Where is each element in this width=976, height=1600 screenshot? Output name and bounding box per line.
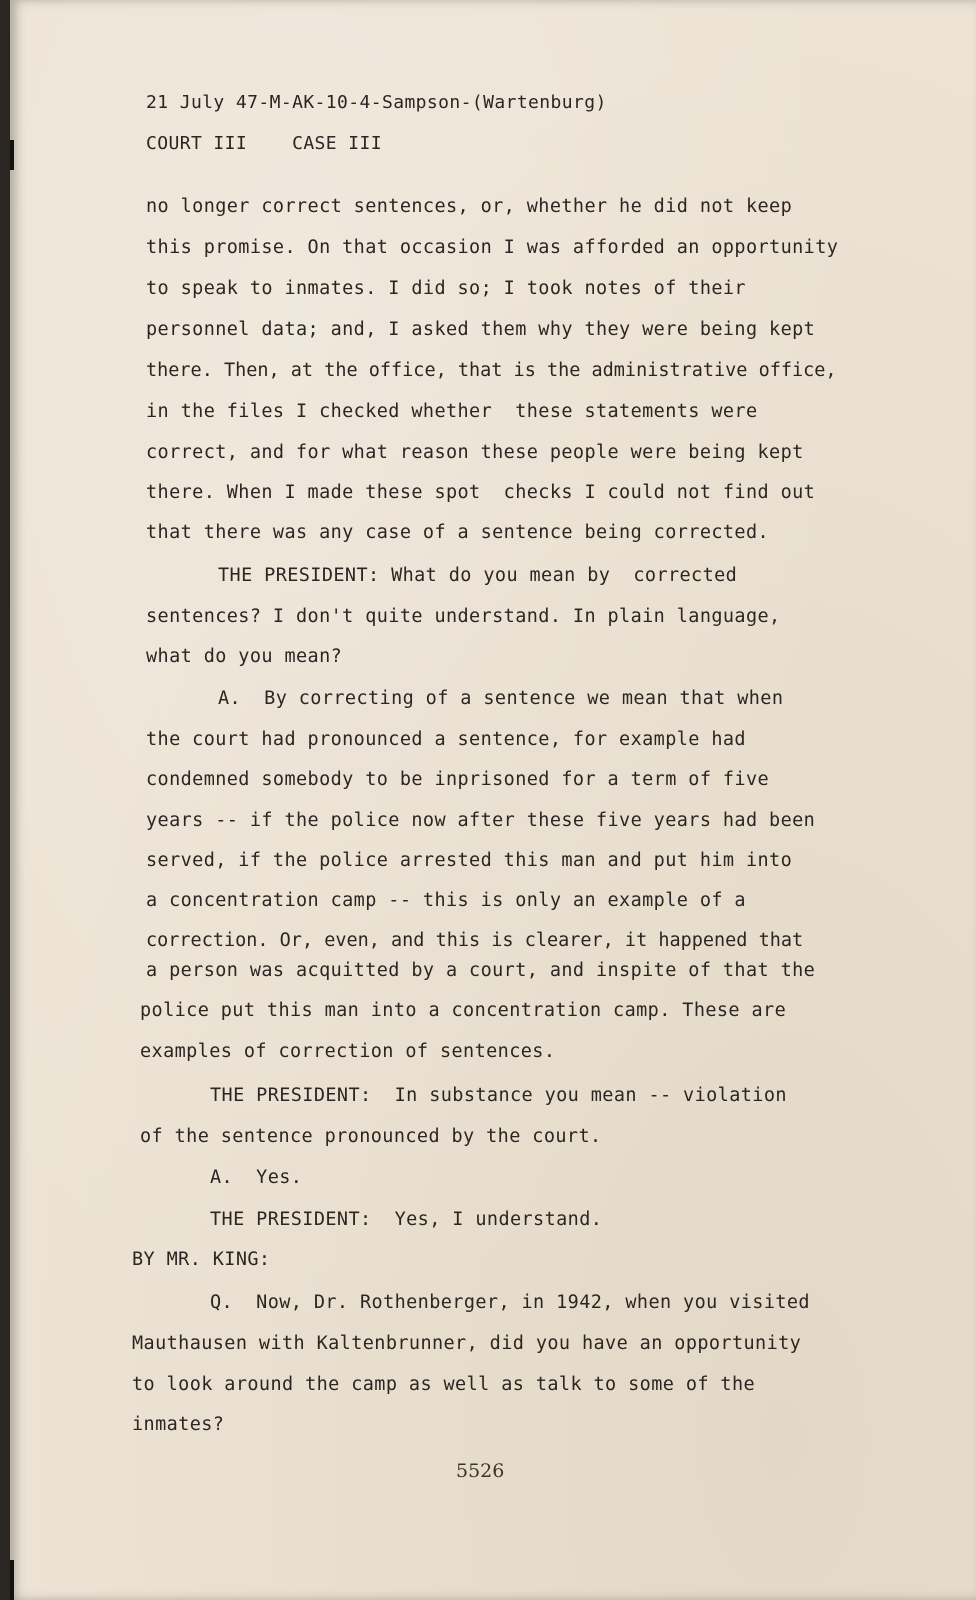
text-line: condemned somebody to be inprisoned for a term of five: [146, 769, 770, 790]
text-line: in the files I checked whether these statements were: [146, 401, 758, 422]
text-line: Q. Now, Dr. Rothenberger, in 1942, when you visited: [210, 1292, 810, 1313]
text-line: correction. Or, even, and this is clearer, it happened that: [146, 930, 804, 951]
text-line: a person was acquitted by a court, and inspite of that the: [146, 960, 816, 981]
text-line: to look around the camp as well as talk to some of the: [132, 1374, 756, 1395]
text-line: Mauthausen with Kaltenbrunner, did you have an opportunity: [132, 1333, 802, 1354]
text-line: the court had pronounced a sentence, for example had: [146, 729, 746, 750]
binder-mark: [10, 140, 14, 170]
text-line: to speak to inmates. I did so; I took notes of their: [146, 278, 746, 299]
text-line: examples of correction of sentences.: [140, 1041, 556, 1062]
text-line: THE PRESIDENT: What do you mean by corrected: [218, 565, 738, 586]
text-line: what do you mean?: [146, 646, 343, 667]
text-line: there. Then, at the office, that is the administrative office,: [146, 360, 837, 381]
text-line: personnel data; and, I asked them why they were being kept: [146, 319, 816, 340]
text-line: sentences? I don't quite understand. In plain language,: [146, 606, 781, 627]
text-line: of the sentence pronounced by the court.: [140, 1126, 602, 1147]
text-line: A. Yes.: [210, 1167, 303, 1188]
text-line: there. When I made these spot checks I could not find out: [146, 482, 816, 503]
text-line: no longer correct sentences, or, whether he did not keep: [146, 196, 793, 217]
text-line: THE PRESIDENT: Yes, I understand.: [210, 1209, 603, 1230]
document-page: [10, 0, 976, 1600]
page-number: 5526: [456, 1460, 505, 1482]
text-line: this promise. On that occasion I was afforded an opportunity: [146, 237, 839, 258]
text-line: police put this man into a concentration camp. These are: [140, 1000, 787, 1021]
binder-mark: [10, 1560, 14, 1600]
text-line: A. By correcting of a sentence we mean that when: [218, 688, 784, 709]
text-line: inmates?: [132, 1414, 225, 1435]
text-line: a concentration camp -- this is only an example of a: [146, 890, 746, 911]
text-line: BY MR. KING:: [132, 1249, 271, 1270]
text-line: correct, and for what reason these people were being kept: [146, 442, 804, 463]
text-line: that there was any case of a sentence being corrected.: [146, 522, 770, 543]
header-line-1: 21 July 47-M-AK-10-4-Sampson-(Wartenburg): [146, 92, 607, 113]
text-line: THE PRESIDENT: In substance you mean -- violation: [210, 1085, 787, 1106]
header-line-2: COURT III CASE III: [146, 133, 382, 154]
text-line: served, if the police arrested this man and put him into: [146, 850, 793, 871]
text-line: years -- if the police now after these five years had been: [146, 810, 816, 831]
